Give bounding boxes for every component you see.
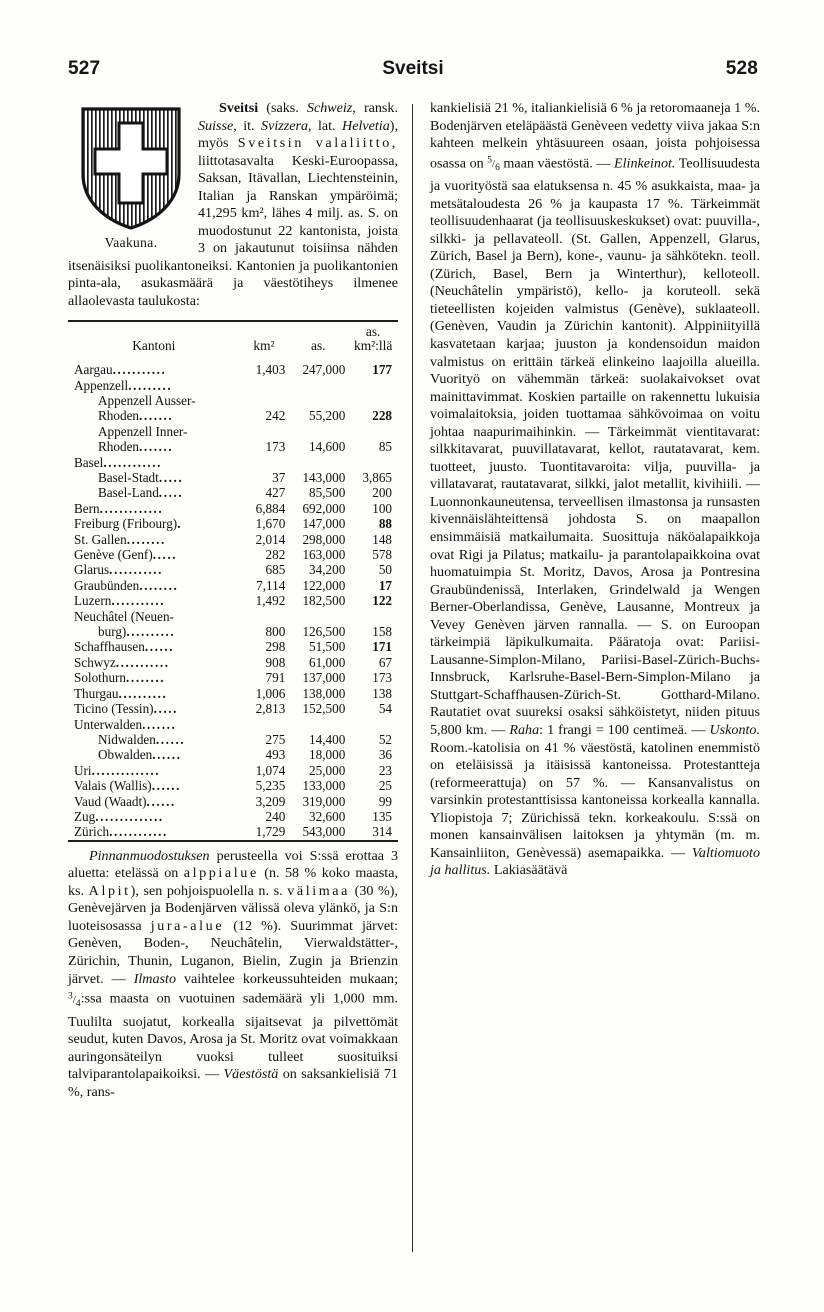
area-cell [240, 609, 289, 624]
leader-dots: ........ [126, 670, 166, 686]
canton-name: St. Gallen [74, 531, 127, 547]
population-cell: 25,000 [309, 762, 346, 778]
density-cell: 17 [378, 577, 392, 593]
right-text-6: Lakiasäätävä [490, 862, 568, 879]
population-cell: 126,500 [302, 624, 346, 640]
leader-dots: ............ [103, 454, 163, 470]
population-cell: 163,000 [302, 547, 346, 563]
canton-name-cell [68, 778, 240, 793]
leader-dots: ....... [139, 439, 174, 455]
table-row [68, 485, 398, 500]
topic-government: Valtiomuoto ja hallitus. [430, 844, 760, 879]
canton-name: Freiburg (Fribourg) [74, 516, 178, 532]
leader-dots: ...... [152, 747, 182, 763]
area-cell: 685 [265, 562, 286, 578]
canton-name-cell [68, 732, 240, 747]
right-text-2: maan väestöstä. — [499, 155, 614, 172]
page-title: Sveitsi [382, 58, 444, 79]
col-header-population: as. [311, 338, 326, 354]
density-cell: 99 [378, 793, 392, 809]
canton-name-cell [68, 593, 240, 608]
paragraph-geography [68, 848, 398, 1102]
leader-dots: ........ [139, 577, 179, 593]
leader-dots: ..... [153, 701, 179, 717]
canton-name: Rhoden [98, 439, 140, 455]
fraction-three-quarters: $^3/_4$ [68, 991, 81, 1009]
right-text-1: kankielisiä 21 %, italiankielisiä 6 % ja retoromaaneja 1 %. Bodenjärven eteläpäästä Genèveen vedetty viiva jakaa S:n kahteen melkein yhtäsuureen osaan, joista pohjoisessa osassa on [430, 100, 760, 172]
def-text-2: , ransk. [352, 100, 398, 116]
canton-name-cell [68, 717, 240, 732]
fraction-denominator: 4 [75, 998, 81, 1009]
topic-religion: Uskonto. [709, 721, 760, 738]
table-row [68, 701, 398, 716]
table-row [68, 639, 398, 654]
canton-name-cell [68, 609, 240, 624]
canton-name: Basel [74, 454, 104, 470]
area-cell: 3,209 [255, 793, 286, 809]
table-row [68, 747, 398, 762]
table-row [68, 516, 398, 531]
german-name: Schweiz [306, 100, 353, 116]
fraction-numerator: 5 [487, 155, 493, 166]
density-cell [348, 393, 398, 408]
canton-name-cell [68, 670, 240, 685]
density-cell [348, 424, 398, 439]
population-cell: 692,000 [302, 500, 346, 516]
density-cell [348, 717, 398, 732]
population-cell: 32,600 [309, 808, 346, 824]
density-cell: 67 [378, 654, 392, 670]
col-header-canton: Kantoni [132, 338, 176, 354]
geo-text-5: (12 %). Suurimmat järvet: Genèven, Boden-, Neuchâtelin, Vierwaldstätter-, Zürichin, Thunin, Luganon, Bielin, Zugin ja Brienzin järvet. — [68, 917, 398, 987]
article-body [68, 100, 760, 1260]
density-cell [348, 609, 398, 624]
population-cell: 298,000 [302, 531, 346, 547]
density-cell: 88 [378, 516, 392, 532]
leader-dots: ...... [151, 778, 182, 794]
area-cell [240, 393, 289, 408]
canton-name: Solothurn [74, 670, 127, 686]
leader-dots: .......... [118, 685, 168, 701]
population-cell: 133,000 [302, 778, 346, 794]
canton-name: Basel-Stadt [98, 470, 159, 485]
canton-name: Luzern [74, 593, 112, 609]
area-cell: 240 [265, 808, 286, 824]
canton-name-cell [68, 455, 240, 470]
canton-name: Schwyz [74, 654, 116, 670]
def-text-5: ), myös [198, 117, 398, 152]
area-cell: 427 [265, 485, 286, 501]
leader-dots: ............. [99, 500, 164, 516]
density-header-line2: km²:llä [354, 338, 393, 354]
population-cell: 147,000 [302, 516, 346, 532]
canton-name-cell [68, 516, 240, 531]
table-row [68, 424, 398, 439]
page-number-right: 528 [725, 58, 758, 79]
population-cell: 55,200 [309, 408, 346, 424]
density-cell: 135 [372, 808, 392, 824]
canton-name: Zürich [74, 824, 110, 840]
table-row [68, 439, 398, 454]
canton-name: Aargau [74, 362, 113, 378]
density-cell: 50 [378, 562, 392, 578]
canton-name: Zug [74, 808, 96, 824]
canton-name: burg) [98, 624, 127, 640]
leader-dots: ...... [144, 639, 175, 655]
leader-dots: ........... [111, 593, 166, 609]
table-row [68, 470, 398, 485]
area-cell [240, 717, 289, 732]
fraction-numerator: 3 [68, 991, 73, 1002]
canton-name-cell [68, 424, 240, 439]
population-cell [288, 455, 348, 470]
density-cell: 36 [378, 747, 392, 763]
table-row [68, 532, 398, 547]
leader-dots: ..... [158, 485, 184, 501]
density-cell: 23 [378, 762, 392, 778]
population-cell: 18,000 [309, 747, 346, 763]
term-alpine-region: alppialue [183, 865, 259, 882]
area-cell: 6,884 [255, 500, 286, 516]
area-cell: 908 [265, 654, 286, 670]
table-row [68, 717, 398, 732]
population-cell: 85,500 [309, 485, 346, 501]
population-cell: 137,000 [302, 670, 346, 686]
canton-name-cell [68, 655, 240, 670]
leader-dots: ....... [139, 408, 174, 424]
fraction-denominator: 6 [495, 163, 500, 174]
table-row [68, 562, 398, 577]
table-row [68, 362, 398, 377]
population-cell [288, 424, 348, 439]
area-cell: 282 [265, 547, 286, 563]
area-cell: 1,729 [255, 824, 286, 840]
leader-dots: ........... [115, 654, 170, 670]
table-row [68, 593, 398, 608]
density-cell: 54 [378, 701, 392, 717]
headword: Sveitsi [219, 100, 259, 116]
canton-name: Obwalden [98, 747, 153, 763]
canton-name: Rhoden [98, 408, 140, 424]
column-divider [412, 104, 413, 1252]
italian-name: Svizzera [261, 117, 308, 134]
population-cell: 143,000 [302, 470, 346, 485]
population-cell: 247,000 [302, 362, 346, 378]
density-cell: 85 [378, 439, 392, 455]
canton-name: Genève (Genf) [74, 547, 153, 563]
table-row [68, 686, 398, 701]
canton-name-cell [68, 501, 240, 516]
right-text-5: Room.-katolisia on 41 % väestöstä, katolinen enemmistö on eteläisissä ja itäisissä kantoneissa. Protestantteja (reformeerattuja) on 57 %. — Kansanvalistus on varsinkin protestanttisissa kantoneissa korkealla kannalla. Yliopistoja 7; Zürichissä tekn. korkeakoulu. S:ssä on monen kansainvälisen laitoksen ja yhtymän (m. m. Kansainliiton, Genèvessä) asemapaikka. — [430, 739, 760, 861]
geo-text-8: on saksankielisiä 71 %, rans- [68, 1066, 398, 1100]
canton-name-cell [68, 639, 240, 654]
table-row [68, 578, 398, 593]
paragraph-definition [68, 100, 398, 311]
area-cell: 275 [265, 731, 286, 747]
geo-text-4: (30 %), Genèvejärven ja Bodenjärven välissä oleva ylänkö, ja S:n luoteisosassa [68, 882, 398, 934]
geo-text-6: vaihtelee korkeussuhteiden mukaan; [175, 970, 398, 987]
canton-name: Vaud (Waadt) [74, 793, 147, 809]
geo-text-7: :ssa maasta on vuotuinen sademäärä yli 1,000 mm. Tuulilta suojatut, korkealla sijaitsevat ja pilvettömät seudut, kuten Davos, Arosa ja St. Moritz ovat voimakkaan auringonsäteilyn vuoksi tulleet suosituiksi talviparantolapaikoiksi. — [68, 990, 398, 1083]
area-cell [240, 378, 289, 393]
def-text-3: , it. [233, 117, 262, 134]
fraction-five-sixths: $^5/_6$ [487, 155, 500, 174]
canton-name-cell [68, 686, 240, 701]
area-cell: 242 [265, 408, 286, 424]
topic-climate: Ilmasto [133, 970, 176, 987]
canton-name: Ticino (Tessin) [74, 701, 154, 717]
density-cell [348, 378, 398, 393]
density-cell: 158 [372, 624, 392, 640]
canton-name: Schaffhausen [74, 639, 145, 655]
table-row [68, 609, 398, 624]
population-cell: 138,000 [302, 685, 346, 701]
paragraph-continued [430, 100, 760, 880]
area-cell: 1,492 [255, 593, 286, 609]
canton-name-cell [68, 824, 240, 840]
density-cell: 25 [378, 778, 392, 794]
figure-caption: Vaakuna. [104, 235, 158, 250]
density-cell: 3,865 [362, 470, 392, 485]
table-row [68, 824, 398, 840]
canton-name-cell [68, 547, 240, 562]
population-cell: 61,000 [309, 654, 346, 670]
density-cell: 148 [372, 531, 392, 547]
topic-currency: Raha [509, 721, 540, 738]
table-row [68, 809, 398, 824]
table-row [68, 763, 398, 778]
leader-dots: ......... [128, 377, 173, 393]
area-cell: 37 [272, 470, 286, 485]
cantons-table-wrapper [68, 320, 398, 842]
population-cell: 14,600 [309, 439, 346, 455]
geo-text-2: (n. 58 % koko maasta, ks. [68, 865, 398, 899]
population-cell: 152,500 [302, 701, 346, 717]
canton-name-cell [68, 701, 240, 716]
area-cell [240, 424, 289, 439]
term-midland: välimaa [287, 882, 351, 899]
def-text-6: liittotasavalta Keski-Euroopassa, Saksan, Itävallan, Liechtensteinin, Italian ja Ranskan ympäröimä; 41,295 km², lähes 4 milj. as. S. on muodostunut 22 kantonista, joista 3 on jakautunut toisiinsa nähden itsenäisiksi puolikantoneiksi. Kantonien ja puolikantonien pinta-ala, asukasmäärä ja väestötiheys ilmenee allaolevasta taulukosta: [68, 152, 398, 310]
leader-dots: ........ [126, 531, 166, 547]
canton-name: Thurgau [74, 685, 119, 701]
leader-dots: .............. [95, 808, 164, 824]
area-cell: 791 [265, 670, 286, 686]
area-cell: 800 [265, 624, 286, 640]
canton-name-cell [68, 378, 240, 393]
table-row [68, 732, 398, 747]
right-text-4: : 1 frangi = 100 centimeä. — [539, 721, 710, 738]
canton-name: Neuchâtel (Neuen- [74, 608, 174, 624]
population-cell [288, 609, 348, 624]
cantons-table [68, 320, 398, 842]
area-cell: 1,403 [255, 362, 286, 378]
density-cell: 314 [372, 824, 392, 840]
leader-dots: ..... [158, 470, 184, 485]
canton-name-cell [68, 747, 240, 762]
table-row [68, 393, 398, 408]
table-row [68, 455, 398, 470]
leader-dots: .......... [126, 624, 176, 640]
canton-name-cell [68, 393, 240, 408]
canton-name: Appenzell Ausser- [98, 392, 196, 408]
area-cell: 173 [265, 439, 286, 455]
canton-name: Bern [74, 500, 100, 516]
table-head [68, 321, 398, 358]
canton-name-cell [68, 562, 240, 577]
canton-name: Appenzell Inner- [98, 423, 188, 439]
canton-name-cell [68, 794, 240, 809]
density-cell: 100 [372, 500, 392, 516]
geo-text-1: perusteella voi S:ssä erottaa 3 aluetta: etelässä on [68, 847, 398, 882]
table-row [68, 794, 398, 809]
population-cell: 51,500 [309, 639, 346, 655]
def-text-1: (saks. [258, 100, 307, 116]
population-cell [288, 393, 348, 408]
leader-dots: ........... [112, 362, 167, 378]
term-alps: Alpit [88, 882, 131, 899]
table-row [68, 778, 398, 793]
area-cell: 1,074 [255, 762, 286, 778]
canton-name-cell [68, 624, 240, 639]
area-cell: 5,235 [255, 778, 286, 794]
running-head [68, 58, 758, 86]
def-text-4: , lat. [308, 117, 343, 134]
canton-name: Glarus [74, 562, 110, 578]
right-text-3: Teollisuudesta ja vuorityöstä saa elatuksensa n. 45 % asukkaista, maa- ja metsätaloudesta 26 % ja kaupasta 17 %. Tärkeimmät teollisuudenhaarat (ja teollisuuskeskukset) ovat: puuvilla-, silkki- ja pellavateoll. (St. Gallen, Appenzell, Glarus, Zürich, Basel ja Bern), kone-, vaunu- ja sähkötekn. teoll. (Zürich, Basel, Bern ja Winterthur), kelloteoll. (Neuchâtelin ympäristö), kello- ja koruteoll. sekä tieteellisten kojeiden valmistus (Genève), suklaateoll. (Genèven, Vaudin ja Zürichin kantonit). Alppiniityillä kasvatetaan karjaa; juuston ja kondensoidun maidon valmistus on erittäin tärkeä elinkeino laajoilla alueilla. Vuorityö on vähemmän tärkeä: suolakaivokset ovat mainittavimmat. Koskien partaille on rakennettu lukuisia voimalaitoksia, joiden tuottamaa sähkövoimaa on voitu johtaa naapurimaihinkin. — Tärkeimmät vientitavarat: silkkitavarat, puuvillatavarat, kellot, rautatavarat, kem. tuotteet, juusto. Tuontitavaroita: vilja, puuvilla- ja villatavarat, rautatavarat, silkki, jalot metallit, kivihiili. — Luonnonkauneutensa, terveellisen ilmastonsa ja runsasten kivennäislähteittensä johdosta S. on maapallon ensimmäisiä matkailumaita. Suosittuja näköalapaikkoja ovat Rigi ja Pilatus; matkailu- ja parantolapaikkoina ovat huomatuimpia St. Moritz, Davos, Arosa ja Pontresina Graubündenissä, Interlaken, Grindelwald ja Wengen Berner-Oberlandissa, Genève, Lausanne, Montreux ja Vevey Genèven järven rannalla. — S. on Euroopan tärkeimpiä läpikulkumaita. Pääratoja ovat: Pariisi-Lausanne-Simplon-Milano, Pariisi-Basel-Zürich-Buchs-Innsbruck, Karlsruhe-Basel-Bern-Simplon-Milano ja Stuttgart-Schaffhausen-Zürich-St. Gotthard-Milano. Rautatiet ovat suureksi osaksi sähköistetyt, niiden pituus 5,800 km. — [430, 155, 760, 738]
area-cell: 2,813 [255, 701, 286, 717]
population-cell [288, 717, 348, 732]
canton-name-cell [68, 485, 240, 500]
emphasis-official-name: Sveitsin valaliitto, [237, 135, 398, 152]
table-row [68, 378, 398, 393]
canton-name-cell [68, 763, 240, 778]
figure-coat-of-arms [72, 102, 190, 253]
canton-name-cell [68, 809, 240, 824]
population-cell: 543,000 [302, 824, 346, 840]
canton-name: Graubünden [74, 577, 140, 593]
canton-name-cell [68, 532, 240, 547]
density-cell: 200 [372, 485, 392, 501]
canton-name-cell [68, 578, 240, 593]
density-header-line1: as. [365, 323, 381, 339]
population-cell [288, 378, 348, 393]
area-cell: 298 [265, 639, 286, 655]
area-cell: 2,014 [255, 531, 286, 547]
col-header-area: km² [253, 338, 275, 354]
canton-name: Nidwalden [98, 731, 156, 747]
table-body [68, 357, 398, 841]
density-cell: 122 [372, 593, 392, 609]
column-left [68, 100, 398, 1101]
topic-relief: Pinnanmuodostuksen [89, 847, 210, 864]
canton-name-cell [68, 408, 240, 423]
population-cell: 319,000 [302, 793, 346, 809]
canton-name: Valais (Wallis) [74, 778, 152, 794]
density-cell: 52 [378, 731, 392, 747]
density-cell: 171 [372, 639, 392, 655]
density-cell: 578 [372, 547, 392, 563]
page-number-left: 527 [68, 58, 101, 79]
swiss-shield-icon [75, 102, 187, 234]
leader-dots: ........... [109, 562, 164, 578]
col-header-density [348, 321, 398, 358]
density-cell: 138 [372, 685, 392, 701]
density-cell [348, 455, 398, 470]
leader-dots: ....... [142, 716, 177, 732]
population-cell: 14,400 [309, 731, 346, 747]
canton-name-cell [68, 470, 240, 485]
population-cell: 182,500 [302, 593, 346, 609]
column-right [430, 100, 760, 880]
population-cell: 34,200 [309, 562, 346, 578]
leader-dots: . [177, 516, 183, 532]
population-cell: 122,000 [302, 577, 346, 593]
leader-dots: ...... [155, 731, 186, 747]
area-cell [240, 455, 289, 470]
area-cell: 1,670 [255, 516, 286, 532]
table-row [68, 501, 398, 516]
table-header-row [68, 321, 398, 358]
density-cell: 173 [372, 670, 392, 686]
table-row [68, 408, 398, 423]
table-row [68, 655, 398, 670]
canton-name: Unterwalden [74, 716, 143, 732]
french-name: Suisse [198, 117, 234, 134]
density-cell: 228 [372, 408, 392, 424]
leader-dots: ...... [146, 793, 176, 809]
canton-name-cell [68, 362, 240, 377]
geo-text-3: ), sen pohjoispuolella n. s. [130, 882, 288, 899]
table-row [68, 670, 398, 685]
canton-name: Appenzell [74, 377, 129, 393]
leader-dots: ..... [152, 547, 178, 563]
canton-name: Uri [74, 762, 92, 778]
topic-livelihoods: Elinkeinot. [614, 155, 676, 172]
latin-name: Helvetia [342, 117, 390, 134]
density-cell: 177 [372, 362, 392, 378]
area-cell: 7,114 [256, 577, 286, 593]
canton-name-cell [68, 439, 240, 454]
leader-dots: ............ [109, 824, 168, 840]
table-row [68, 624, 398, 639]
area-cell: 1,006 [255, 685, 286, 701]
table-row [68, 547, 398, 562]
topic-population: Väestöstä [223, 1066, 279, 1083]
area-cell: 493 [265, 747, 286, 763]
term-jura: jura-alue [150, 917, 225, 934]
canton-name: Basel-Land [98, 485, 159, 501]
leader-dots: .............. [91, 762, 161, 778]
